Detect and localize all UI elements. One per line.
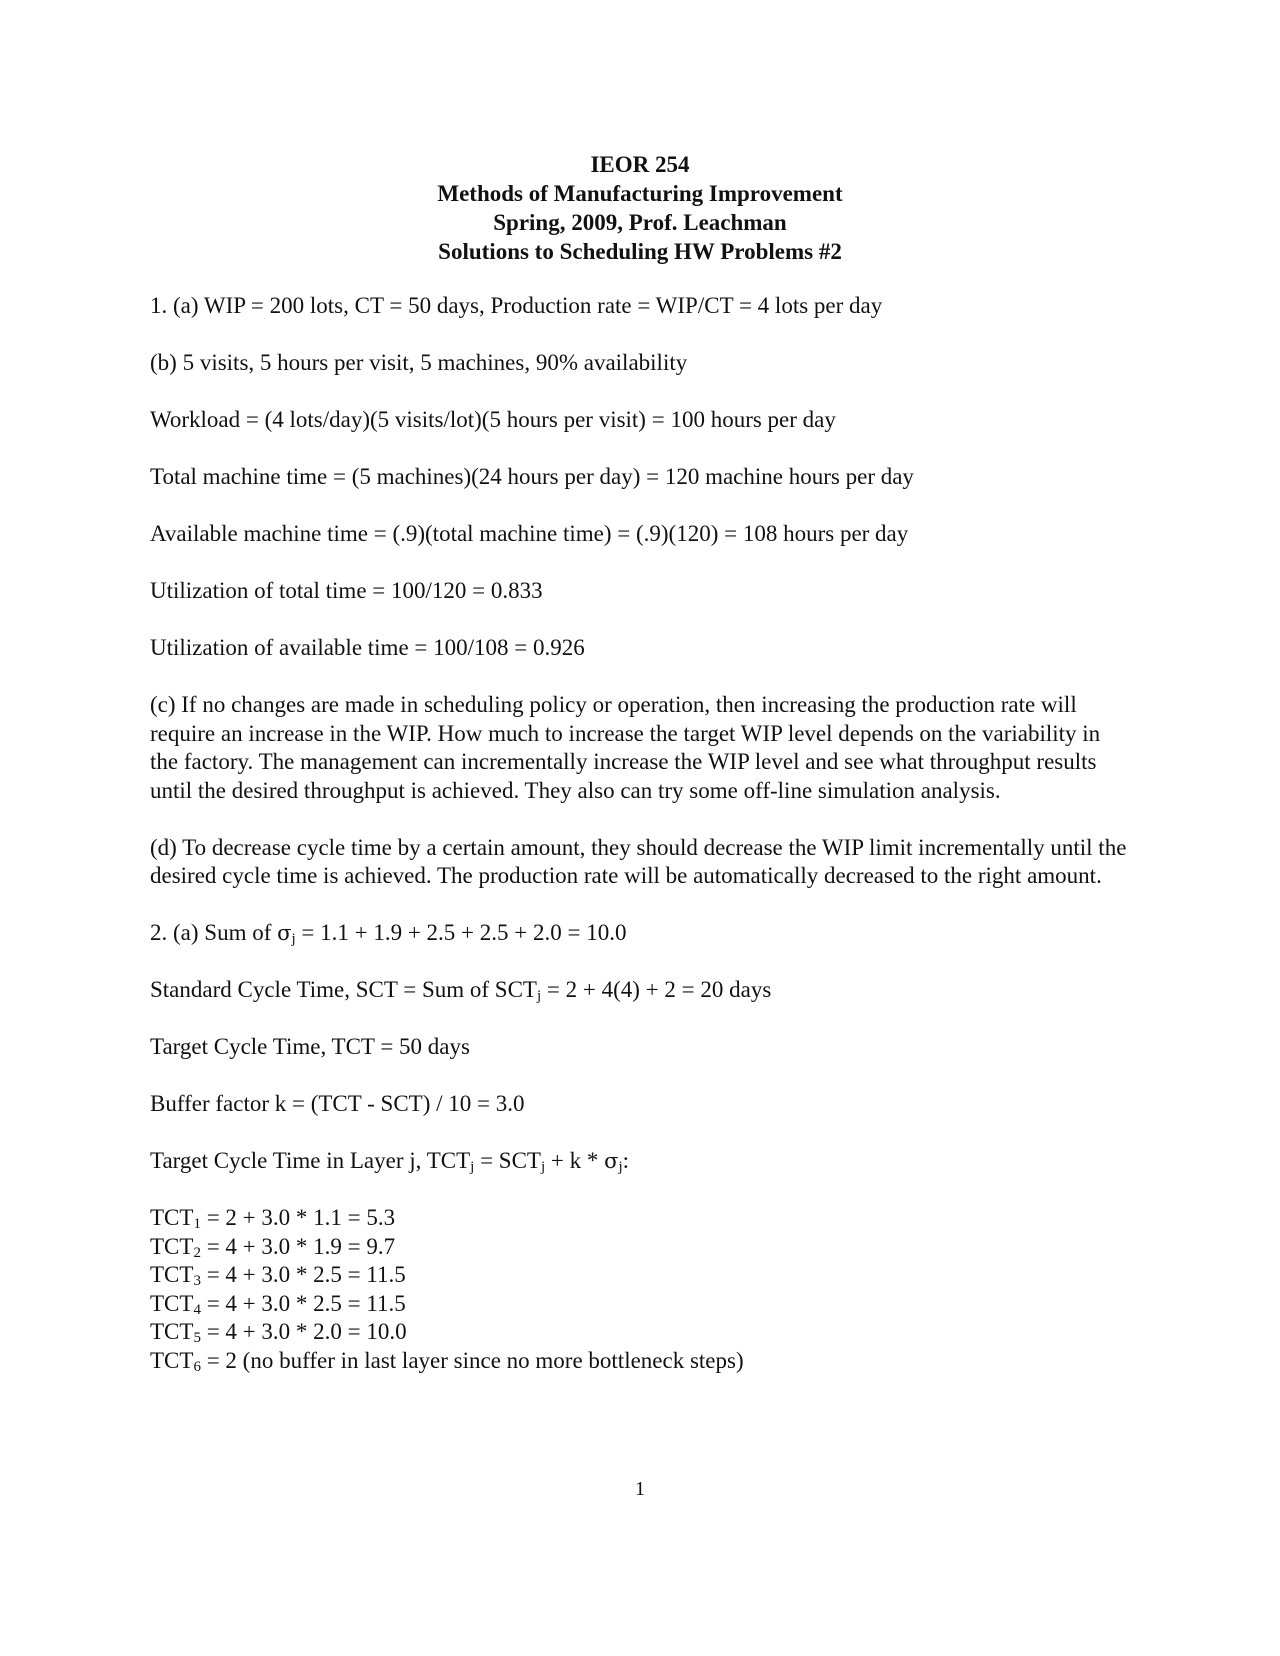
tct-line-1 (150, 1204, 1130, 1233)
tct-rest: = 4 + 3.0 * 2.5 = 11.5 (200, 1290, 406, 1316)
tct-base: TCT (150, 1262, 194, 1287)
problem-1c: (c) If no changes are made in scheduling policy or operation, then increasing the production rate will require an increase in the WIP. How much to increase the target WIP level depends on the variability in the factory. The management can incrementally increase the WIP level and see what throughput results until the desired throughput is achieved. They also can try some off-line simulation analysis. (150, 692, 1101, 803)
utilization-available-line: Utilization of available time = 100/108 = 0.926 (150, 635, 585, 660)
document-header (0, 150, 1280, 266)
subscript-j: j (536, 988, 542, 1004)
layer-formula-line (150, 1147, 1130, 1176)
tct-base: TCT (150, 1290, 194, 1316)
layer-end: : (622, 1148, 630, 1173)
page-number: 1 (635, 1478, 645, 1500)
tct-base: TCT (150, 1347, 194, 1373)
tct-subscript: 6 (193, 1358, 201, 1375)
total-machine-time-line: Total machine time = (5 machines)(24 hours per day) = 120 machine hours per day (150, 464, 914, 489)
tct-line-5 (150, 1318, 1130, 1347)
sct-rest: = 2 + 4(4) + 2 = 20 days (541, 977, 772, 1002)
tct-subscript: 2 (193, 1244, 201, 1261)
subscript-j: j (540, 1159, 546, 1175)
subscript-j: j (618, 1159, 623, 1175)
tct-rest: = 4 + 3.0 * 2.5 = 11.5 (200, 1262, 406, 1287)
sigma-symbol: σ (277, 921, 292, 945)
workload-line: Workload = (4 lots/day)(5 visits/lot)(5 hours per visit) = 100 hours per day (150, 407, 836, 432)
sum-sigma-rest: = 1.1 + 1.9 + 2.5 + 2.5 + 2.0 = 10.0 (295, 920, 627, 945)
problem-1d: (d) To decrease cycle time by a certain amount, they should decrease the WIP limit incrementally until the desired cycle time is achieved. The production rate will be automatically decreased to the right amount. (150, 834, 1127, 888)
problem-1b: (b) 5 visits, 5 hours per visit, 5 machines, 90% availability (150, 350, 688, 375)
tct-rest: = 2 (no buffer in last layer since no more bottleneck steps) (200, 1347, 744, 1373)
course-code: IEOR 254 (590, 152, 690, 177)
problem-1a: 1. (a) WIP = 200 lots, CT = 50 days, Production rate = WIP/CT = 4 lots per day (150, 293, 883, 318)
tct-base: TCT (150, 1205, 194, 1230)
buffer-factor-line: Buffer factor k = (TCT - SCT) / 10 = 3.0 (150, 1091, 525, 1116)
subscript-j: j (470, 1159, 475, 1175)
tct-rest: = 4 + 3.0 * 1.9 = 9.7 (200, 1233, 396, 1259)
tct-line-2 (150, 1233, 1130, 1262)
available-machine-time-line: Available machine time = (.9)(total machine time) = (.9)(120) = 108 hours per day (150, 521, 909, 546)
tct-line-4 (150, 1290, 1130, 1319)
tct-line: Target Cycle Time, TCT = 50 days (150, 1034, 470, 1059)
document-body (150, 292, 1130, 1375)
layer-prefix: Target Cycle Time in Layer j, TCT (150, 1148, 471, 1173)
layer-mid: = SCT (474, 1148, 541, 1173)
sigma-symbol: σ (604, 1149, 619, 1173)
tct-subscript: 3 (193, 1273, 201, 1289)
subscript-j: j (291, 931, 296, 947)
layer-mid2: + k * (545, 1148, 605, 1173)
tct-line-3 (150, 1261, 1130, 1290)
tct-subscript: 5 (193, 1330, 201, 1346)
tct-subscript: 4 (193, 1301, 201, 1318)
sum-sigma-prefix: 2. (a) Sum of (150, 920, 278, 945)
tct-subscript: 1 (193, 1216, 201, 1232)
problem-2a-sum-sigma (150, 919, 1130, 948)
tct-line-6 (150, 1347, 1130, 1376)
sct-prefix: Standard Cycle Time, SCT = Sum of SCT (150, 977, 537, 1002)
tct-rest: = 4 + 3.0 * 2.0 = 10.0 (200, 1319, 407, 1344)
document-subtitle: Solutions to Scheduling HW Problems #2 (438, 239, 842, 264)
tct-list (150, 1204, 1130, 1375)
term-instructor: Spring, 2009, Prof. Leachman (493, 210, 787, 235)
tct-base: TCT (150, 1319, 194, 1344)
tct-rest: = 2 + 3.0 * 1.1 = 5.3 (200, 1205, 396, 1230)
course-title: Methods of Manufacturing Improvement (437, 181, 843, 206)
tct-base: TCT (150, 1233, 194, 1259)
utilization-total-line: Utilization of total time = 100/120 = 0.833 (150, 578, 543, 603)
sct-line (150, 976, 1130, 1005)
